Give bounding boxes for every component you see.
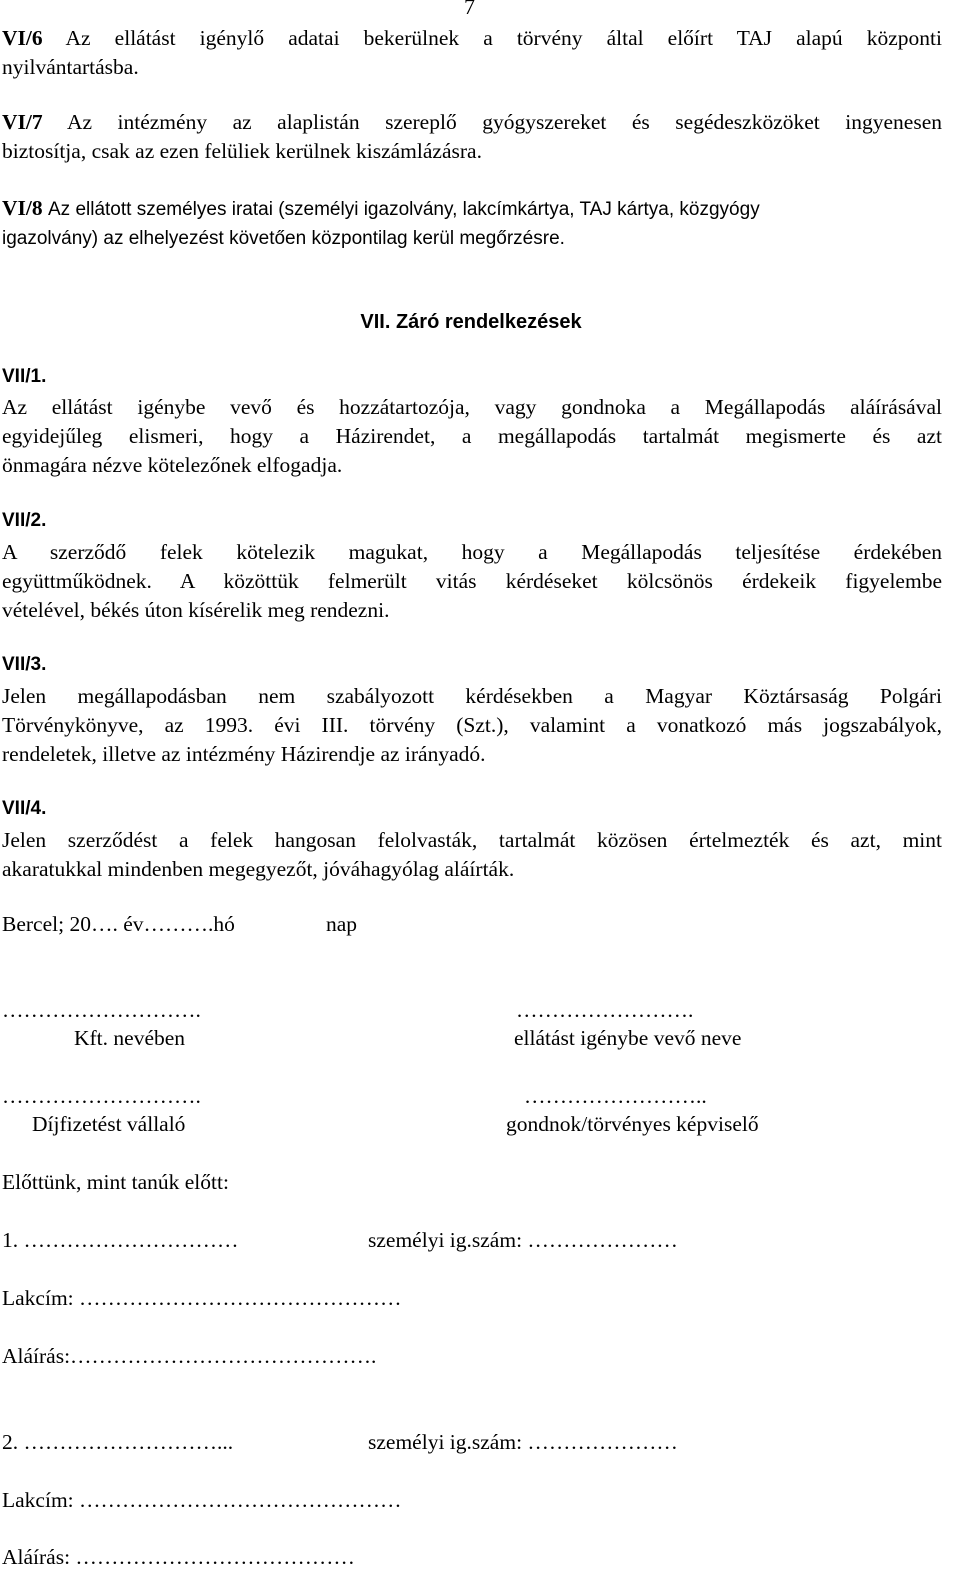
paragraph-vi8-line1: Az ellátott személyes iratai (személyi igazolvány, lakcímkártya, TAJ kártya, közgyógy (48, 199, 760, 220)
witness2-name-line: 2. ………………………... (2, 1430, 234, 1454)
paragraph-vii3-line2: Törvénykönyve, az 1993. évi III. törvény (Szt.), valamint a vonatkozó más jogszabályok, (2, 713, 942, 737)
signature-line-company: ………………………. (2, 998, 201, 1022)
signature-label-client: ellátást igénybe vevő neve (514, 1026, 742, 1050)
paragraph-vi6-line1: Az ellátást igénylő adatai bekerülnek a törvény által előírt TAJ alapú központi (65, 26, 942, 50)
witness1-id-line: személyi ig.szám: ………………… (368, 1228, 678, 1252)
witness2-id-line: személyi ig.szám: ………………… (368, 1430, 678, 1454)
paragraph-vii3-line1: Jelen megállapodásban nem szabályozott kérdésekben a Magyar Köztársaság Polgári (2, 684, 942, 708)
clause-label-vi6: VI/6 (2, 26, 43, 50)
signature-line-guardian: …………………….. (524, 1084, 707, 1108)
paragraph-vii1 (2, 393, 942, 480)
section-title: VII. Záró rendelkezések (360, 311, 582, 333)
paragraph-vii2 (2, 538, 942, 625)
paragraph-vii3-line3: rendeletek, illetve az intézmény Házirendje az irányadó. (2, 742, 486, 766)
paragraph-vi8 (2, 194, 942, 253)
paragraph-vii4-line2: akaratukkal mindenben megegyezőt, jóváhagyólag aláírták. (2, 857, 515, 881)
paragraph-vii4 (2, 826, 942, 884)
paragraph-vii3 (2, 682, 942, 769)
paragraph-vi7-line2: biztosítja, csak az ezen felüliek kerülnek kiszámlázásra. (2, 139, 482, 163)
paragraph-vi8-line2: igazolvány) az elhelyezést követően központilag kerül megőrzésre. (2, 228, 565, 249)
date-place: Bercel; 20…. év……….hó (2, 912, 235, 936)
paragraph-vii1-line2: egyidejűleg elismeri, hogy a Házirendet, a megállapodás tartalmát megismerte és azt (2, 424, 942, 448)
paragraph-vii1-line1: Az ellátást igénybe vevő és hozzátartozója, vagy gondnoka a Megállapodás aláírásával (2, 395, 942, 419)
date-day: nap (326, 912, 358, 936)
paragraph-vi6-line2: nyilvántartásba. (2, 55, 139, 79)
witness1-address-line: Lakcím: ……………………………………… (2, 1286, 402, 1310)
signature-label-payer: Díjfizetést vállaló (32, 1112, 186, 1136)
paragraph-vii4-line1: Jelen szerződést a felek hangosan felolvasták, tartalmát közösen értelmezték és azt, mint (2, 828, 942, 852)
clause-label-vii2: VII/2. (2, 510, 47, 531)
paragraph-vi7-line1: Az intézmény az alaplistán szereplő gyógyszereket és segédeszközöket ingyenesen (66, 110, 942, 134)
signature-label-guardian: gondnok/törvényes képviselő (506, 1112, 759, 1136)
clause-label-vi7: VI/7 (2, 110, 43, 134)
witness1-name-line: 1. ………………………… (2, 1228, 239, 1252)
paragraph-vii2-line2: együttműködnek. A közöttük felmerült vitás kérdéseket kölcsönös érdekeik figyelembe (2, 569, 942, 593)
clause-label-vi8: VI/8 (2, 196, 43, 220)
signature-line-client: ……………………. (516, 998, 694, 1022)
page-number: 7 (464, 0, 475, 19)
paragraph-vii1-line3: önmagára nézve kötelezőnek elfogadja. (2, 453, 343, 477)
clause-label-vii3: VII/3. (2, 654, 47, 675)
paragraph-vi7 (2, 108, 942, 166)
witness1-signature-line: Aláírás:……………………………………. (2, 1344, 377, 1368)
signature-line-payer: ………………………. (2, 1084, 201, 1108)
witness2-address-line: Lakcím: ……………………………………… (2, 1488, 402, 1512)
witnesses-intro: Előttünk, mint tanúk előtt: (2, 1170, 229, 1194)
clause-label-vii1: VII/1. (2, 366, 47, 387)
paragraph-vii2-line3: vételével, békés úton kísérelik meg rendezni. (2, 598, 390, 622)
clause-label-vii4: VII/4. (2, 798, 47, 819)
paragraph-vii2-line1: A szerződő felek kötelezik magukat, hogy a Megállapodás teljesítése érdekében (2, 540, 942, 564)
paragraph-vi6 (2, 24, 942, 82)
witness2-signature-line: Aláírás: ………………………………… (2, 1545, 355, 1569)
signature-label-company: Kft. nevében (74, 1026, 186, 1050)
